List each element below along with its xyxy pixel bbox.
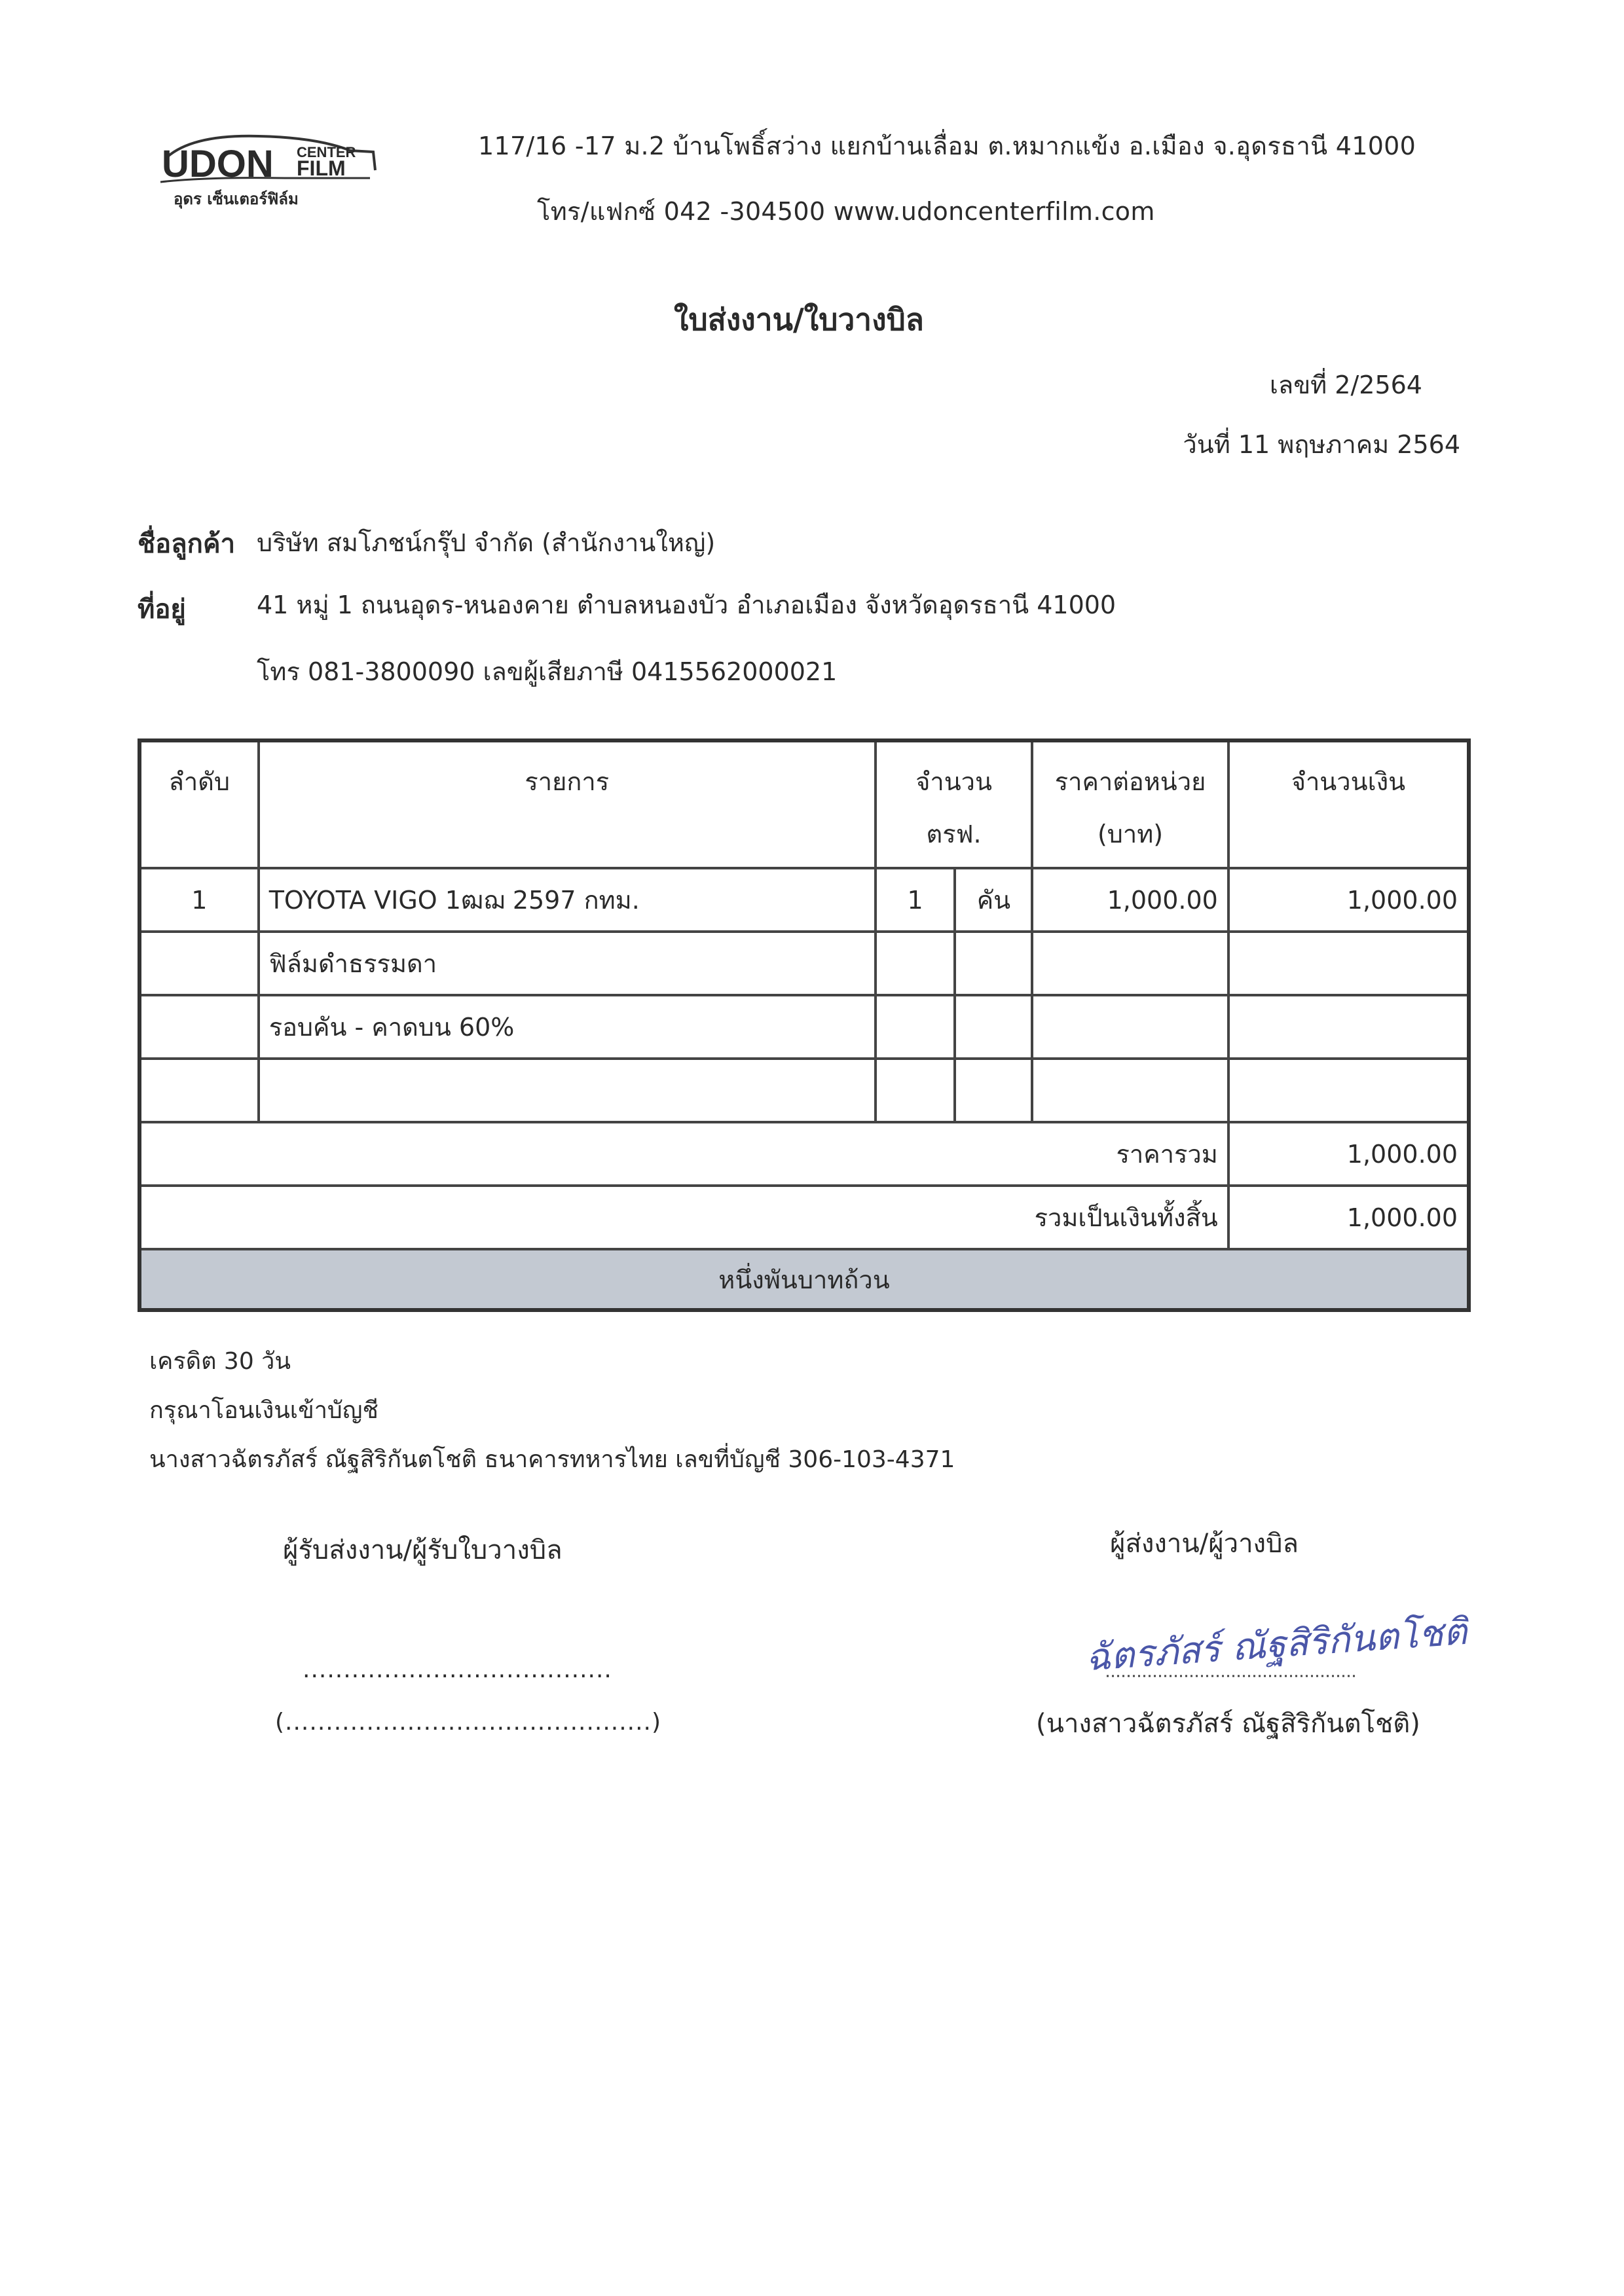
customer-contact: โทร 081-3800090 เลขผู้เสียภาษี 0415562000021	[257, 657, 838, 686]
row-unit	[955, 1059, 1032, 1122]
logo-thai: อุดร เซ็นเตอร์ฟิล์ม	[174, 190, 299, 208]
customer-name: บริษัท สมโภชน์กรุ๊ป จำกัด (สำนักงานใหญ่)	[257, 528, 716, 557]
table-row	[139, 1059, 1469, 1122]
row-qty	[876, 932, 955, 995]
header-amount: จำนวนเงิน	[1228, 740, 1469, 868]
row-item: ฟิล์มดำธรรมดา	[259, 932, 876, 995]
row-price	[1032, 995, 1228, 1059]
row-seq: 1	[139, 868, 259, 932]
row-qty	[876, 995, 955, 1059]
row-amount: 1,000.00	[1228, 868, 1469, 932]
row-qty	[876, 1059, 955, 1122]
row-price	[1032, 932, 1228, 995]
row-item: TOYOTA VIGO 1ฒฌ 2597 กทม.	[259, 868, 876, 932]
row-amount	[1228, 1059, 1469, 1122]
sender-name: (นางสาวฉัตรภัสร์ ณัฐสิริกันตโชติ)	[1036, 1709, 1420, 1739]
items-table	[138, 738, 1471, 1312]
handwritten-signature	[1080, 1610, 1469, 1694]
header-seq: ลำดับ	[139, 740, 259, 868]
company-logo	[154, 131, 380, 216]
row-unit	[955, 932, 1032, 995]
total-label: รวมเป็นเงินทั้งสิ้น	[139, 1186, 1228, 1249]
header-qty	[876, 740, 1033, 868]
customer-address-label: ที่อยู่	[138, 594, 186, 625]
total-value: 1,000.00	[1228, 1186, 1469, 1249]
row-item: รอบคัน - คาดบน 60%	[259, 995, 876, 1059]
credit-terms: เครดิต 30 วัน	[149, 1348, 291, 1375]
subtotal-row	[139, 1122, 1469, 1186]
customer-name-label: ชื่อลูกค้า	[138, 529, 236, 559]
logo-film: FILM	[297, 156, 346, 180]
transfer-note: กรุณาโอนเงินเข้าบัญชี	[149, 1397, 378, 1424]
receiver-label: ผู้รับส่งงาน/ผู้รับใบวางบิล	[283, 1535, 563, 1565]
receiver-signature-line: ......................................	[303, 1656, 612, 1683]
amount-words-row	[139, 1249, 1469, 1310]
header-unit-price-line2: (บาท)	[1097, 820, 1164, 848]
signature-text: ฉัตรภัสร์ ณัฐสิริกันตโชติ	[1084, 1610, 1469, 1680]
row-price: 1,000.00	[1032, 868, 1228, 932]
total-row	[139, 1186, 1469, 1249]
row-price	[1032, 1059, 1228, 1122]
document-date: วันที่ 11 พฤษภาคม 2564	[1183, 430, 1460, 459]
header-unit-price	[1032, 740, 1228, 868]
header-item: รายการ	[259, 740, 876, 868]
header-qty-line1: จำนวน	[915, 767, 992, 796]
subtotal-value: 1,000.00	[1228, 1122, 1469, 1186]
row-seq	[139, 1059, 259, 1122]
header-qty-line2: ตรฟ.	[926, 820, 982, 848]
customer-address: 41 หมู่ 1 ถนนอุดร-หนองคาย ตำบลหนองบัว อำเภอเมือง จังหวัดอุดรธานี 41000	[257, 591, 1116, 619]
row-qty: 1	[876, 868, 955, 932]
bank-account: นางสาวฉัตรภัสร์ ณัฐสิริกันตโชติ ธนาคารทหารไทย เลขที่บัญชี 306-103-4371	[149, 1446, 955, 1473]
company-address: 117/16 -17 ม.2 บ้านโพธิ์สว่าง แยกบ้านเลื่อม ต.หมากแข้ง อ.เมือง จ.อุดรธานี 41000	[478, 132, 1416, 160]
table-row	[139, 995, 1469, 1059]
table-row	[139, 868, 1469, 932]
document-number: เลขที่ 2/2564	[1269, 371, 1422, 399]
subtotal-label: ราคารวม	[139, 1122, 1228, 1186]
logo-center: CENTER	[297, 144, 356, 160]
row-unit	[955, 995, 1032, 1059]
sender-label: ผู้ส่งงาน/ผู้วางบิล	[1110, 1529, 1299, 1559]
document-title: ใบส่งงาน/ใบวางบิล	[674, 302, 924, 337]
amount-in-words: หนึ่งพันบาทถ้วน	[139, 1249, 1469, 1310]
receiver-name-line: (.............................................)	[275, 1709, 662, 1736]
logo-wordmark: UDON	[162, 143, 274, 185]
row-seq	[139, 932, 259, 995]
row-seq	[139, 995, 259, 1059]
table-row	[139, 932, 1469, 995]
row-amount	[1228, 932, 1469, 995]
header-unit-price-line1: ราคาต่อหน่วย	[1054, 767, 1206, 796]
row-unit: คัน	[955, 868, 1032, 932]
row-amount	[1228, 995, 1469, 1059]
company-contact: โทร/แฟกซ์ 042 -304500 www.udoncenterfilm.com	[537, 197, 1155, 226]
row-item	[259, 1059, 876, 1122]
table-header-row	[139, 740, 1469, 868]
